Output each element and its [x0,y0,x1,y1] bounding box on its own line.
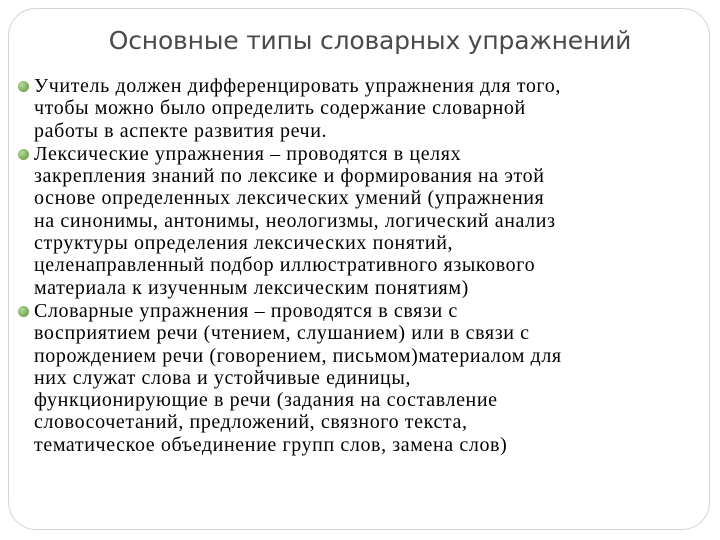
bullet-text-line: структуры определения лексических понятий, [34,232,454,255]
bullet-text-line: целенаправленный подбор иллюстративного языкового [34,254,536,277]
bullet-item [16,300,698,456]
bullet-text-line: Словарные упражнения – проводятся в связи с [34,299,458,322]
circle-bullet-icon [18,81,29,92]
bullet-text-line: основе определенных лексических умений (упражнения [34,187,545,210]
bullet-text-line: Учитель должен дифференцировать упражнения для того, [34,75,561,97]
circle-bullet-icon [18,306,29,317]
bullet-text-line: материала к изученным лексическим понятиям) [34,276,469,299]
bullet-text-line: работы в аспекте развития речи. [34,119,328,142]
bullet-list [16,75,698,457]
bullet-text-line: порождением речи (говорением, письмом)материалом для [34,344,562,367]
slide-title: Основные типы словарных упражнений [108,26,632,55]
bullet-text-line: тематическое объединение групп слов, замена слов) [34,433,508,456]
bullet-text-line: функционирующие в речи (задания на составление [34,389,498,412]
bullet-text-line: них служат слова и устойчивые единицы, [34,366,411,389]
bullet-item [16,75,698,142]
bullet-text-line: чтобы можно было определить содержание словарной [34,97,526,120]
bullet-text-line: на синонимы, антонимы, неологизмы, логический анализ [34,209,556,232]
bullet-text-line: Лексические упражнения – проводятся в целях [34,142,462,165]
bullet-text-line: словосочетаний, предложений, связного текста, [34,411,468,434]
bullet-text-line: восприятием речи (чтением, слушанием) или в связи с [34,322,530,345]
bullet-text-line: закрепления знаний по лексике и формирования на этой [34,165,545,188]
circle-bullet-icon [18,149,29,160]
bullet-item [16,143,698,299]
